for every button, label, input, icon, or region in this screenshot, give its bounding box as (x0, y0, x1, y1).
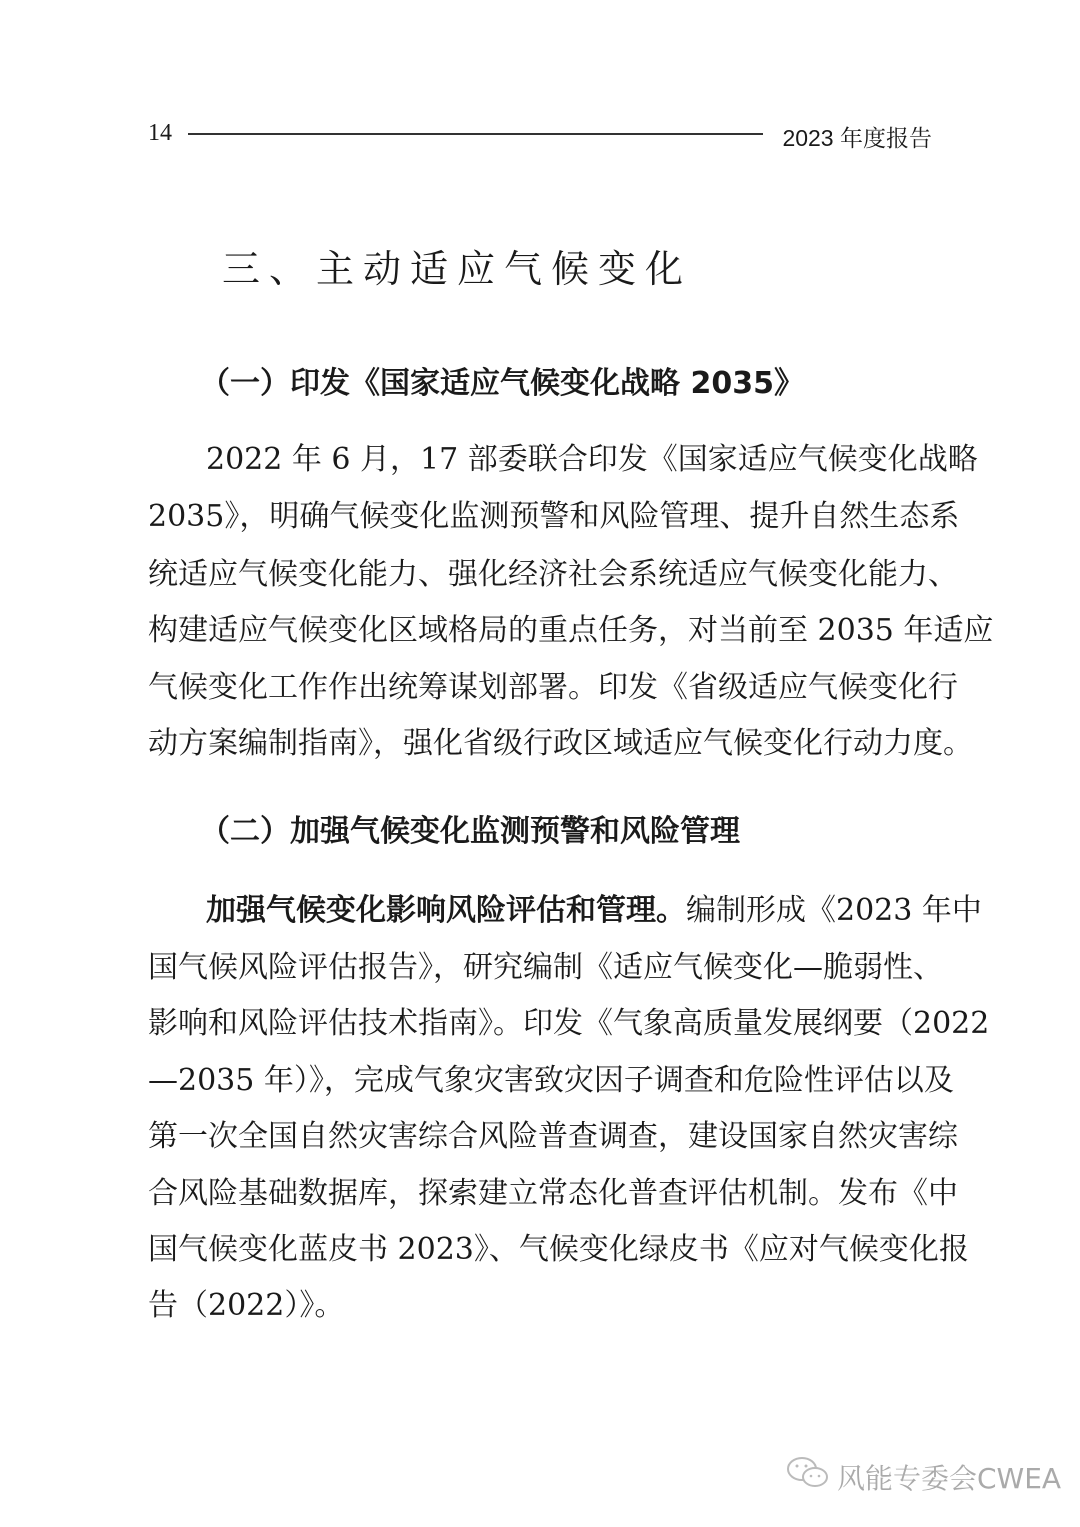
paragraph-line: 告（2022）》。 (148, 1288, 345, 1323)
paragraph-line: 国气候风险评估报告》，研究编制《适应气候变化—脆弱性、 (148, 950, 943, 985)
paragraph-line (206, 891, 982, 931)
paragraph-line: 构建适应气候变化区域格局的重点任务，对当前至 2035 年适应 (148, 613, 994, 648)
paragraph-line: 气候变化工作作出统筹谋划部署。印发《省级适应气候变化行 (148, 670, 958, 705)
header-rule (188, 133, 763, 135)
paragraph-line: 第一次全国自然灾害综合风险普查调查，建设国家自然灾害综 (148, 1119, 958, 1154)
paragraph-line: 2022 年 6 月，17 部委联合印发《国家适应气候变化战略 (206, 442, 978, 477)
watermark (785, 1455, 1061, 1498)
section-heading-1: （一）印发《国家适应气候变化战略 2035》 (200, 366, 804, 401)
paragraph-line: 合风险基础数据库，探索建立常态化普查评估机制。发布《中 (148, 1176, 958, 1211)
lead-sentence: 加强气候变化影响风险评估和管理。 (206, 893, 686, 928)
line-text: 编制形成《2023 年中 (686, 893, 982, 928)
paragraph-line: —2035 年）》，完成气象灾害致灾因子调查和危险性评估以及 (148, 1063, 954, 1098)
chapter-title: 三、主动适应气候变化 (222, 247, 693, 291)
wechat-icon (785, 1455, 831, 1498)
running-header-title: 2023 年度报告 (782, 125, 932, 151)
section-heading-2: （二）加强气候变化监测预警和风险管理 (200, 814, 740, 849)
watermark-text: 风能专委会CWEA (837, 1461, 1062, 1495)
paragraph-line: 统适应气候变化能力、强化经济社会系统适应气候变化能力、 (148, 557, 958, 592)
page-number: 14 (148, 120, 172, 146)
paragraph-line: 动方案编制指南》，强化省级行政区域适应气候变化行动力度。 (148, 726, 973, 761)
paragraph-line: 2035》，明确气候变化监测预警和风险管理、提升自然生态系 (148, 499, 960, 534)
paragraph-line: 影响和风险评估技术指南》。印发《气象高质量发展纲要（2022 (148, 1006, 990, 1041)
paragraph-line: 国气候变化蓝皮书 2023》、气候变化绿皮书《应对气候变化报 (148, 1232, 969, 1267)
